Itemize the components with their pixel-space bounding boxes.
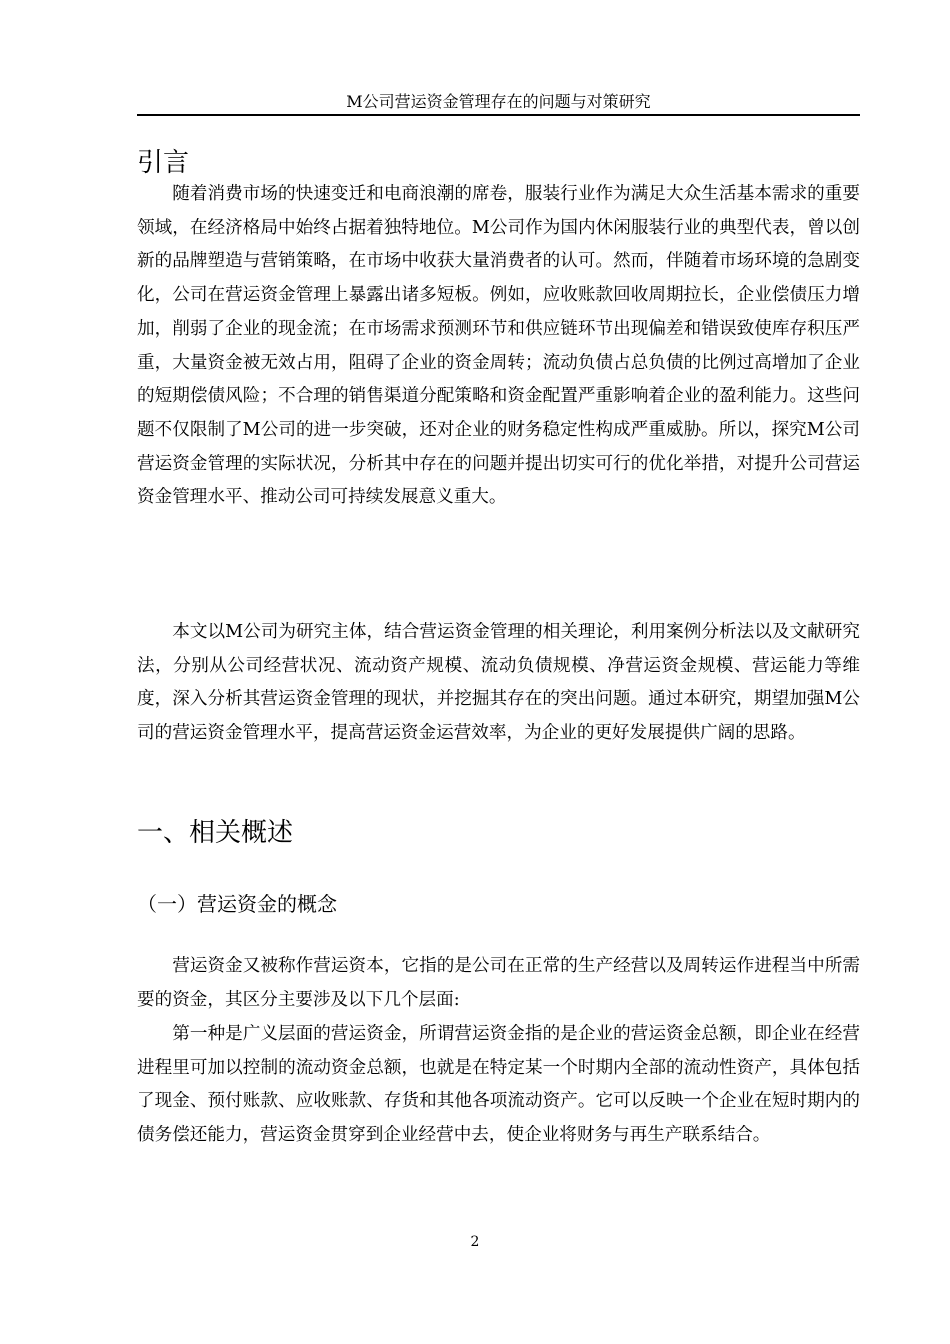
running-header: M公司营运资金管理存在的问题与对策研究 (346, 92, 651, 111)
page-number: 2 (470, 1234, 480, 1250)
section-1-paragraph-2: 第一种是广义层面的营运资金，所谓营运资金指的是企业的营运资金总额，即企业在经营进程里可加以控制的流动资金总额，也就是在特定某一个时期内全部的流动性资产，具体包括了现金、预付账款、应收账款、存货和其他各项流动资产。它可以反映一个企业在短时期内的债务偿还能力，营运资金贯穿到企业经营中去，使企业将财务与再生产联系结合。 (137, 1024, 860, 1146)
header-rule (137, 114, 860, 116)
section-1-paragraph-1: 营运资金又被称作营运资本，它指的是公司在正常的生产经营以及周转运作进程当中所需要的资金，其区分主要涉及以下几个层面: (137, 956, 860, 1010)
intro-paragraph-1: 随着消费市场的快速变迁和电商浪潮的席卷，服装行业作为满足大众生活基本需求的重要领域，在经济格局中始终占据着独特地位。M公司作为国内休闲服装行业的典型代表，曾以创新的品牌塑造与营销策略，在市场中收获大量消费者的认可。然而，伴随着市场环境的急剧变化，公司在营运资金管理上暴露出诸多短板。例如，应收账款回收周期拉长，企业偿债压力增加，削弱了企业的现金流；在市场需求预测环节和供应链环节出现偏差和错误致使库存积压严重，大量资金被无效占用，阻碍了企业的资金周转；流动负债占总负债的比例过高增加了企业的短期偿债风险；不合理的销售渠道分配策略和资金配置严重影响着企业的盈利能力。这些问题不仅限制了M公司的进一步突破，还对企业的财务稳定性构成严重威胁。所以，探究M公司营运资金管理的实际状况，分析其中存在的问题并提出切实可行的优化举措，对提升公司营运资金管理水平、推动公司可持续发展意义重大。 (137, 184, 860, 508)
chapter-1-heading: 一、相关概述 (137, 818, 294, 848)
intro-heading: 引言 (137, 148, 190, 178)
intro-paragraph-2: 本文以M公司为研究主体，结合营运资金管理的相关理论，利用案例分析法以及文献研究法，分别从公司经营状况、流动资产规模、流动负债规模、净营运资金规模、营运能力等维度，深入分析其营运资金管理的现状，并挖掘其存在的突出问题。通过本研究，期望加强M公司的营运资金管理水平，提高营运资金运营效率，为企业的更好发展提供广阔的思路。 (137, 622, 860, 744)
section-1-heading: （一）营运资金的概念 (137, 892, 337, 916)
